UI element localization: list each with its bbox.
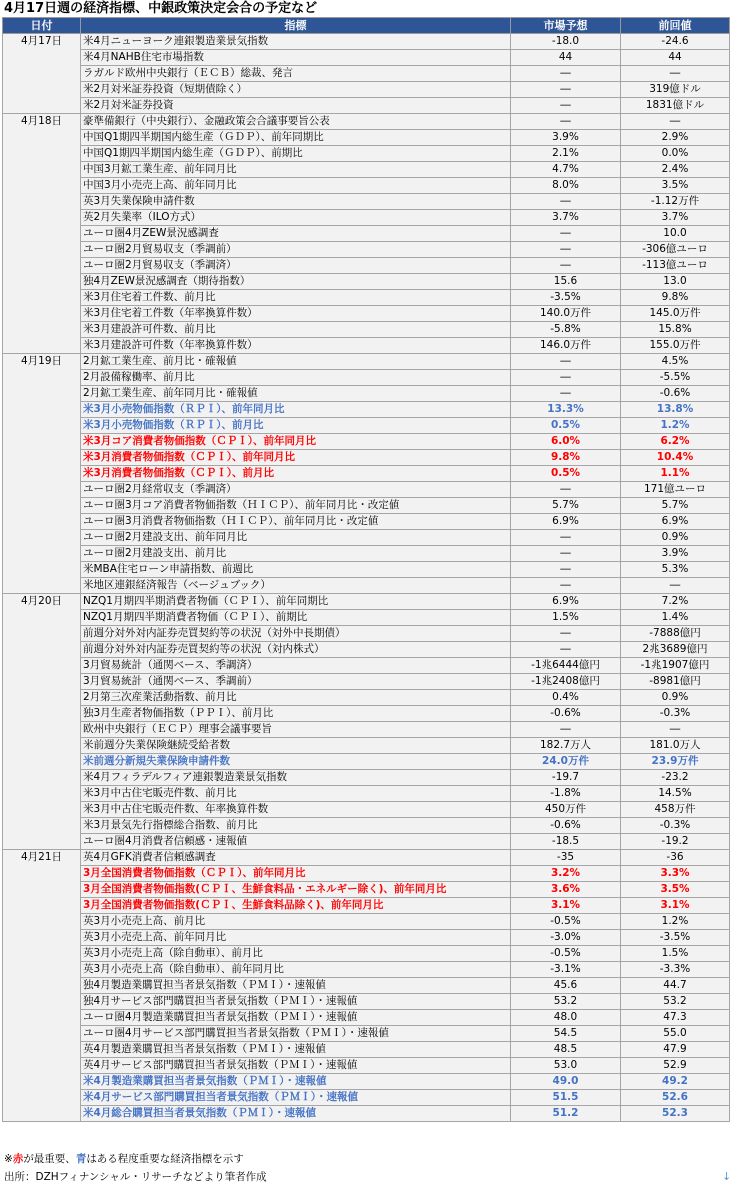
indicator-cell: 3月全国消費者物価指数(ＣＰＩ、生鮮食料品・エネルギー除く)、前年同月比 <box>81 882 511 898</box>
forecast-cell: ― <box>511 626 621 642</box>
table-row <box>3 722 730 738</box>
forecast-cell: 0.4% <box>511 690 621 706</box>
indicator-cell: 英4月製造業購買担当者景気指数（ＰＭＩ）・速報値 <box>81 1042 511 1058</box>
arrow-down-icon: ↓ <box>722 1170 732 1183</box>
forecast-cell: ― <box>511 562 621 578</box>
indicator-cell: 米3月消費者物価指数（ＣＰＩ）、前年同月比 <box>81 450 511 466</box>
date-cell: 4月17日 <box>3 34 81 114</box>
table-row <box>3 1090 730 1106</box>
previous-cell: 3.1% <box>621 898 730 914</box>
previous-cell: 3.9% <box>621 546 730 562</box>
table-row <box>3 114 730 130</box>
previous-cell: -0.6% <box>621 386 730 402</box>
previous-cell: 6.2% <box>621 434 730 450</box>
previous-cell: 23.9万件 <box>621 754 730 770</box>
table-row <box>3 514 730 530</box>
date-cell: 4月20日 <box>3 594 81 850</box>
table-row <box>3 1106 730 1122</box>
forecast-cell: ― <box>511 98 621 114</box>
legend-note <box>4 1152 244 1166</box>
previous-cell: -5.5% <box>621 370 730 386</box>
indicator-cell: 米前週分新規失業保険申請件数 <box>81 754 511 770</box>
table-row <box>3 1042 730 1058</box>
previous-cell: ― <box>621 114 730 130</box>
previous-cell: -23.2 <box>621 770 730 786</box>
indicator-cell: 英2月失業率（ILO方式） <box>81 210 511 226</box>
indicator-cell: 英3月小売売上高、前年同月比 <box>81 930 511 946</box>
indicator-cell: 欧州中央銀行（ＥＣＰ）理事会議事要旨 <box>81 722 511 738</box>
table-row <box>3 210 730 226</box>
previous-cell: 44 <box>621 50 730 66</box>
indicator-cell: NZQ1月期四半期消費者物価（ＣＰＩ）、前期比 <box>81 610 511 626</box>
previous-cell: 44.7 <box>621 978 730 994</box>
table-row <box>3 626 730 642</box>
indicator-cell: 米4月サービス部門購買担当者景気指数（ＰＭＩ）・速報値 <box>81 1090 511 1106</box>
note-suffix: はある程度重要な経済指標を示す <box>86 1153 244 1165</box>
forecast-cell: -5.8% <box>511 322 621 338</box>
table-row <box>3 674 730 690</box>
forecast-cell: -3.5% <box>511 290 621 306</box>
forecast-cell: 45.6 <box>511 978 621 994</box>
table-row <box>3 610 730 626</box>
previous-cell: 171億ユーロ <box>621 482 730 498</box>
forecast-cell: ― <box>511 530 621 546</box>
previous-cell: 458万件 <box>621 802 730 818</box>
forecast-cell: 3.9% <box>511 130 621 146</box>
previous-cell: 53.2 <box>621 994 730 1010</box>
forecast-cell: ― <box>511 370 621 386</box>
previous-cell: 0.9% <box>621 690 730 706</box>
forecast-cell: 51.2 <box>511 1106 621 1122</box>
forecast-cell: -0.5% <box>511 946 621 962</box>
previous-cell: ― <box>621 66 730 82</box>
previous-cell: -306億ユーロ <box>621 242 730 258</box>
indicator-cell: 米3月建設許可件数、前月比 <box>81 322 511 338</box>
indicator-cell: 米4月総合購買担当者景気指数（ＰＭＩ）・速報値 <box>81 1106 511 1122</box>
previous-cell: 2.9% <box>621 130 730 146</box>
previous-cell: 1.2% <box>621 914 730 930</box>
table-row <box>3 818 730 834</box>
indicator-cell: ラガルド欧州中央銀行（ＥＣＢ）総裁、発言 <box>81 66 511 82</box>
table-row <box>3 450 730 466</box>
forecast-cell: 44 <box>511 50 621 66</box>
table-row <box>3 146 730 162</box>
table-row <box>3 866 730 882</box>
date-cell: 4月18日 <box>3 114 81 354</box>
forecast-cell: 182.7万人 <box>511 738 621 754</box>
previous-cell: 9.8% <box>621 290 730 306</box>
table-row <box>3 354 730 370</box>
indicator-cell: 米3月建設許可件数（年率換算件数） <box>81 338 511 354</box>
previous-cell: -0.3% <box>621 818 730 834</box>
forecast-cell: ― <box>511 354 621 370</box>
forecast-cell: 15.6 <box>511 274 621 290</box>
previous-cell: 13.8% <box>621 402 730 418</box>
indicator-cell: 米2月対米証券投資 <box>81 98 511 114</box>
table-row <box>3 770 730 786</box>
previous-cell: 0.0% <box>621 146 730 162</box>
indicator-cell: ユーロ圏2月貿易収支（季調前） <box>81 242 511 258</box>
previous-cell: 10.4% <box>621 450 730 466</box>
table-row <box>3 66 730 82</box>
previous-cell: 52.6 <box>621 1090 730 1106</box>
indicator-cell: 中国3月小売売上高、前年同月比 <box>81 178 511 194</box>
previous-cell: 3.5% <box>621 882 730 898</box>
indicator-cell: 米3月コア消費者物価指数（ＣＰＩ）、前年同月比 <box>81 434 511 450</box>
previous-cell: 55.0 <box>621 1026 730 1042</box>
table-header-row <box>3 18 730 34</box>
table-row <box>3 578 730 594</box>
table-row <box>3 418 730 434</box>
indicator-cell: 米4月フィラデルフィア連銀製造業景気指数 <box>81 770 511 786</box>
forecast-cell: ― <box>511 242 621 258</box>
indicator-cell: 英3月小売売上高（除自動車）、前月比 <box>81 946 511 962</box>
table-row <box>3 914 730 930</box>
previous-cell: -36 <box>621 850 730 866</box>
header-previous: 前回値 <box>621 18 730 34</box>
table-row <box>3 82 730 98</box>
forecast-cell: 4.7% <box>511 162 621 178</box>
table-row <box>3 850 730 866</box>
indicator-cell: 米3月中古住宅販売件数、前月比 <box>81 786 511 802</box>
previous-cell: 1.1% <box>621 466 730 482</box>
indicator-cell: 英3月小売売上高、前月比 <box>81 914 511 930</box>
forecast-cell: 49.0 <box>511 1074 621 1090</box>
forecast-cell: -35 <box>511 850 621 866</box>
table-row <box>3 162 730 178</box>
indicator-cell: 米4月製造業購買担当者景気指数（ＰＭＩ）・速報値 <box>81 1074 511 1090</box>
table-row <box>3 226 730 242</box>
forecast-cell: -0.6% <box>511 706 621 722</box>
previous-cell: 1.4% <box>621 610 730 626</box>
source-note: 出所：DZHフィナンシャル・リサーチなどより筆者作成 <box>4 1171 267 1183</box>
forecast-cell: 0.5% <box>511 466 621 482</box>
indicator-schedule-table <box>2 17 730 1122</box>
previous-cell: 49.2 <box>621 1074 730 1090</box>
previous-cell: 155.0万件 <box>621 338 730 354</box>
indicator-cell: ユーロ圏2月経常収支（季調済） <box>81 482 511 498</box>
previous-cell: -3.3% <box>621 962 730 978</box>
table-row <box>3 466 730 482</box>
table-row <box>3 386 730 402</box>
indicator-cell: 米MBA住宅ローン申請指数、前週比 <box>81 562 511 578</box>
indicator-cell: 米地区連銀経済報告（ベージュブック） <box>81 578 511 594</box>
indicator-cell: 独4月サービス部門購買担当者景気指数（ＰＭＩ）・速報値 <box>81 994 511 1010</box>
table-row <box>3 290 730 306</box>
forecast-cell: -3.0% <box>511 930 621 946</box>
indicator-cell: 米4月NAHB住宅市場指数 <box>81 50 511 66</box>
indicator-cell: 英3月小売売上高（除自動車）、前年同月比 <box>81 962 511 978</box>
forecast-cell: ― <box>511 722 621 738</box>
forecast-cell: -0.6% <box>511 818 621 834</box>
table-body <box>3 34 730 1122</box>
previous-cell: 4.5% <box>621 354 730 370</box>
header-indicator: 指標 <box>81 18 511 34</box>
indicator-cell: 豪準備銀行（中央銀行）、金融政策会合議事要旨公表 <box>81 114 511 130</box>
previous-cell: 47.9 <box>621 1042 730 1058</box>
table-row <box>3 242 730 258</box>
indicator-cell: 米2月対米証券投資（短期債除く） <box>81 82 511 98</box>
table-row <box>3 258 730 274</box>
indicator-cell: 米3月小売物価指数（ＲＰＩ）、前月比 <box>81 418 511 434</box>
indicator-cell: 2月鉱工業生産、前年同月比・確報値 <box>81 386 511 402</box>
forecast-cell: ― <box>511 82 621 98</box>
forecast-cell: 0.5% <box>511 418 621 434</box>
indicator-cell: ユーロ圏4月製造業購買担当者景気指数（ＰＭＩ）・速報値 <box>81 1010 511 1026</box>
indicator-cell: 英4月サービス部門購買担当者景気指数（ＰＭＩ）・速報値 <box>81 1058 511 1074</box>
indicator-cell: ユーロ圏4月サービス部門購買担当者景気指数（ＰＭＩ）・速報値 <box>81 1026 511 1042</box>
indicator-cell: 2月第三次産業活動指数、前月比 <box>81 690 511 706</box>
indicator-cell: ユーロ圏3月消費者物価指数（ＨＩＣＰ）、前年同月比・改定値 <box>81 514 511 530</box>
previous-cell: 181.0万人 <box>621 738 730 754</box>
previous-cell: 1.5% <box>621 946 730 962</box>
table-row <box>3 274 730 290</box>
previous-cell: -24.6 <box>621 34 730 50</box>
previous-cell: ― <box>621 578 730 594</box>
forecast-cell: 53.0 <box>511 1058 621 1074</box>
indicator-cell: 英4月GFK消費者信頼感調査 <box>81 850 511 866</box>
indicator-cell: 中国3月鉱工業生産、前年同月比 <box>81 162 511 178</box>
previous-cell: 7.2% <box>621 594 730 610</box>
header-forecast: 市場予想 <box>511 18 621 34</box>
forecast-cell: -18.5 <box>511 834 621 850</box>
table-row <box>3 482 730 498</box>
forecast-cell: 1.5% <box>511 610 621 626</box>
note-mid: が最重要、 <box>23 1153 76 1165</box>
table-row <box>3 802 730 818</box>
forecast-cell: 6.9% <box>511 514 621 530</box>
table-row <box>3 178 730 194</box>
indicator-cell: 中国Q1期四半期国内総生産（ＧＤＰ）、前期比 <box>81 146 511 162</box>
table-row <box>3 962 730 978</box>
forecast-cell: 2.1% <box>511 146 621 162</box>
previous-cell: -0.3% <box>621 706 730 722</box>
forecast-cell: -1兆2408億円 <box>511 674 621 690</box>
indicator-cell: 独4月製造業購買担当者景気指数（ＰＭＩ）・速報値 <box>81 978 511 994</box>
forecast-cell: 450万件 <box>511 802 621 818</box>
table-row <box>3 946 730 962</box>
table-row <box>3 1026 730 1042</box>
forecast-cell: -1.8% <box>511 786 621 802</box>
indicator-cell: 米3月中古住宅販売件数、年率換算件数 <box>81 802 511 818</box>
previous-cell: 319億ドル <box>621 82 730 98</box>
table-row <box>3 130 730 146</box>
forecast-cell: -1兆6444億円 <box>511 658 621 674</box>
previous-cell: 5.7% <box>621 498 730 514</box>
table-row <box>3 706 730 722</box>
indicator-cell: 米前週分失業保険継続受給者数 <box>81 738 511 754</box>
previous-cell: ― <box>621 722 730 738</box>
header-date: 日付 <box>3 18 81 34</box>
table-row <box>3 34 730 50</box>
table-row <box>3 754 730 770</box>
forecast-cell: ― <box>511 226 621 242</box>
forecast-cell: 13.3% <box>511 402 621 418</box>
forecast-cell: ― <box>511 386 621 402</box>
table-row <box>3 786 730 802</box>
indicator-cell: 米3月景気先行指標総合指数、前月比 <box>81 818 511 834</box>
previous-cell: 52.9 <box>621 1058 730 1074</box>
table-row <box>3 194 730 210</box>
table-row <box>3 338 730 354</box>
previous-cell: 6.9% <box>621 514 730 530</box>
indicator-cell: 独3月生産者物価指数（ＰＰＩ）、前月比 <box>81 706 511 722</box>
previous-cell: 3.3% <box>621 866 730 882</box>
forecast-cell: 3.2% <box>511 866 621 882</box>
previous-cell: -19.2 <box>621 834 730 850</box>
note-red-label: 赤 <box>12 1153 24 1165</box>
table-row <box>3 322 730 338</box>
forecast-cell: 24.0万件 <box>511 754 621 770</box>
previous-cell: 15.8% <box>621 322 730 338</box>
forecast-cell: ― <box>511 66 621 82</box>
table-row <box>3 642 730 658</box>
indicator-cell: 英3月失業保険申請件数 <box>81 194 511 210</box>
table-row <box>3 690 730 706</box>
forecast-cell: ― <box>511 546 621 562</box>
indicator-cell: 2月設備稼働率、前月比 <box>81 370 511 386</box>
table-row <box>3 50 730 66</box>
indicator-cell: 3月全国消費者物価指数（ＣＰＩ）、前年同月比 <box>81 866 511 882</box>
table-row <box>3 658 730 674</box>
indicator-cell: 前週分対外対内証券売買契約等の状況（対外中長期債） <box>81 626 511 642</box>
previous-cell: 47.3 <box>621 1010 730 1026</box>
forecast-cell: 48.0 <box>511 1010 621 1026</box>
table-row <box>3 1010 730 1026</box>
forecast-cell: 140.0万件 <box>511 306 621 322</box>
previous-cell: 10.0 <box>621 226 730 242</box>
previous-cell: 14.5% <box>621 786 730 802</box>
forecast-cell: 3.7% <box>511 210 621 226</box>
table-row <box>3 434 730 450</box>
indicator-cell: 米3月住宅着工件数、前月比 <box>81 290 511 306</box>
forecast-cell: -18.0 <box>511 34 621 50</box>
indicator-cell: 前週分対外対内証券売買契約等の状況（対内株式） <box>81 642 511 658</box>
indicator-cell: 中国Q1期四半期国内総生産（ＧＤＰ）、前年同期比 <box>81 130 511 146</box>
indicator-cell: 米4月ニューヨーク連銀製造業景気指数 <box>81 34 511 50</box>
indicator-cell: 3月貿易統計（通関ベース、季調済） <box>81 658 511 674</box>
forecast-cell: ― <box>511 578 621 594</box>
table-row <box>3 882 730 898</box>
previous-cell: -113億ユーロ <box>621 258 730 274</box>
table-row <box>3 546 730 562</box>
table-row <box>3 594 730 610</box>
forecast-cell: ― <box>511 258 621 274</box>
indicator-cell: 米3月消費者物価指数（ＣＰＩ）、前月比 <box>81 466 511 482</box>
table-row <box>3 978 730 994</box>
table-row <box>3 1074 730 1090</box>
previous-cell: -3.5% <box>621 930 730 946</box>
forecast-cell: ― <box>511 482 621 498</box>
indicator-cell: 独4月ZEW景況感調査（期待指数） <box>81 274 511 290</box>
table-row <box>3 498 730 514</box>
date-cell: 4月21日 <box>3 850 81 1122</box>
forecast-cell: 146.0万件 <box>511 338 621 354</box>
forecast-cell: 3.6% <box>511 882 621 898</box>
forecast-cell: ― <box>511 642 621 658</box>
indicator-cell: ユーロ圏3月コア消費者物価指数（ＨＩＣＰ）、前年同月比・改定値 <box>81 498 511 514</box>
previous-cell: 13.0 <box>621 274 730 290</box>
table-row <box>3 562 730 578</box>
previous-cell: 3.7% <box>621 210 730 226</box>
previous-cell: 2.4% <box>621 162 730 178</box>
previous-cell: 0.9% <box>621 530 730 546</box>
forecast-cell: 51.5 <box>511 1090 621 1106</box>
table-row <box>3 306 730 322</box>
table-row <box>3 898 730 914</box>
date-cell: 4月19日 <box>3 354 81 594</box>
forecast-cell: 53.2 <box>511 994 621 1010</box>
indicator-cell: ユーロ圏4月消費者信頼感・速報値 <box>81 834 511 850</box>
previous-cell: -1.12万件 <box>621 194 730 210</box>
forecast-cell: -0.5% <box>511 914 621 930</box>
table-row <box>3 834 730 850</box>
previous-cell: 1831億ドル <box>621 98 730 114</box>
forecast-cell: 6.9% <box>511 594 621 610</box>
table-row <box>3 98 730 114</box>
indicator-cell: 米3月住宅着工件数（年率換算件数） <box>81 306 511 322</box>
forecast-cell: 48.5 <box>511 1042 621 1058</box>
table-row <box>3 370 730 386</box>
previous-cell: 1.2% <box>621 418 730 434</box>
previous-cell: 3.5% <box>621 178 730 194</box>
forecast-cell: -19.7 <box>511 770 621 786</box>
table-row <box>3 930 730 946</box>
forecast-cell: 8.0% <box>511 178 621 194</box>
forecast-cell: 5.7% <box>511 498 621 514</box>
previous-cell: 5.3% <box>621 562 730 578</box>
note-prefix: ※ <box>4 1153 13 1165</box>
previous-cell: 2兆3689億円 <box>621 642 730 658</box>
indicator-cell: NZQ1月期四半期消費者物価（ＣＰＩ）、前年同期比 <box>81 594 511 610</box>
indicator-cell: ユーロ圏2月建設支出、前年同月比 <box>81 530 511 546</box>
table-row <box>3 530 730 546</box>
forecast-cell: 9.8% <box>511 450 621 466</box>
table-row <box>3 738 730 754</box>
indicator-cell: ユーロ圏2月貿易収支（季調済） <box>81 258 511 274</box>
previous-cell: -1兆1907億円 <box>621 658 730 674</box>
table-row <box>3 1058 730 1074</box>
forecast-cell: 54.5 <box>511 1026 621 1042</box>
note-blue-label: 青 <box>75 1153 87 1165</box>
forecast-cell: 3.1% <box>511 898 621 914</box>
indicator-cell: 米3月小売物価指数（ＲＰＩ）、前年同月比 <box>81 402 511 418</box>
previous-cell: 145.0万件 <box>621 306 730 322</box>
forecast-cell: 6.0% <box>511 434 621 450</box>
indicator-cell: ユーロ圏4月ZEW景況感調査 <box>81 226 511 242</box>
indicator-cell: ユーロ圏2月建設支出、前月比 <box>81 546 511 562</box>
forecast-cell: ― <box>511 114 621 130</box>
forecast-cell: -3.1% <box>511 962 621 978</box>
indicator-cell: 2月鉱工業生産、前月比・確報値 <box>81 354 511 370</box>
previous-cell: -7888億円 <box>621 626 730 642</box>
table-row <box>3 402 730 418</box>
previous-cell: -8981億円 <box>621 674 730 690</box>
forecast-cell: ― <box>511 194 621 210</box>
indicator-cell: 3月貿易統計（通関ベース、季調前） <box>81 674 511 690</box>
previous-cell: 52.3 <box>621 1106 730 1122</box>
indicator-cell: 3月全国消費者物価指数(ＣＰＩ、生鮮食料品除く)、前年同月比 <box>81 898 511 914</box>
table-row <box>3 994 730 1010</box>
page-title: 4月17日週の経済指標、中銀政策決定会合の予定など <box>4 1 318 16</box>
